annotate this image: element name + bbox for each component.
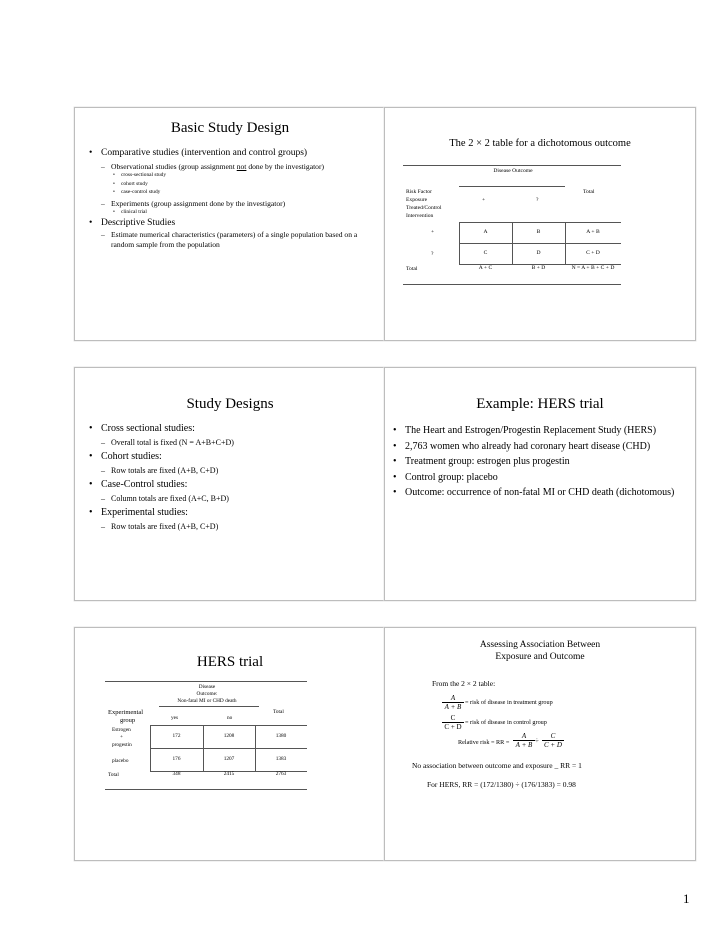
slide-title: Study Designs bbox=[186, 396, 274, 412]
cell-placebo-no: 1207 bbox=[223, 756, 235, 762]
cell-b-plus-d: B + D bbox=[531, 265, 546, 271]
table-rule bbox=[105, 681, 307, 682]
cell-n: N = A + B + C + D bbox=[571, 265, 615, 271]
placebo-label: placebo bbox=[112, 758, 129, 764]
table-rule bbox=[150, 748, 307, 749]
sub-sub-bullet: • clinical trial bbox=[89, 208, 374, 217]
slide-title: Example: HERS trial bbox=[476, 396, 604, 412]
cell-b: B bbox=[536, 229, 541, 235]
row-plus: + bbox=[431, 229, 435, 235]
cell-treat-yes: 172 bbox=[172, 733, 181, 739]
bullet: • Descriptive Studies bbox=[89, 218, 374, 230]
slide-title-line1: Assessing Association Between bbox=[479, 640, 601, 650]
slide-assessing-association bbox=[384, 627, 696, 861]
col-plus: + bbox=[482, 197, 486, 203]
risk-factor-label: Risk Factor bbox=[406, 189, 432, 195]
cell-a-plus-b: A + B bbox=[586, 229, 600, 235]
control-risk-label: = risk of disease in control group bbox=[465, 719, 547, 726]
sub-bullet: – Overall total is fixed (N = A+B+C+D) bbox=[89, 436, 374, 450]
disease-outcome-header: Disease Outcome bbox=[493, 168, 533, 174]
cell-placebo-total: 1383 bbox=[275, 756, 287, 762]
intervention-label: Intervention bbox=[406, 213, 434, 219]
table-rule bbox=[159, 706, 259, 707]
bullet: • Cross sectional studies: bbox=[89, 422, 374, 436]
sub-bullet: – Row totals are fixed (A+B, C+D) bbox=[89, 520, 374, 534]
table-rule bbox=[459, 186, 565, 187]
cell-placebo-yes: 176 bbox=[172, 756, 181, 762]
total-col-header: Total bbox=[583, 189, 595, 195]
relative-risk-label: Relative risk = RR = bbox=[458, 739, 510, 746]
bullet: • Control group: placebo bbox=[393, 472, 683, 485]
outcome-description: Non-fatal MI or CHD death bbox=[177, 698, 237, 704]
slide-title: HERS trial bbox=[196, 654, 264, 670]
disease-header: Disease bbox=[198, 684, 216, 690]
cell-treat-no: 1208 bbox=[223, 733, 235, 739]
bullet: • Experimental studies: bbox=[89, 506, 374, 520]
cell-a: A bbox=[483, 229, 488, 235]
total-row-label: Total bbox=[108, 772, 119, 778]
slide-title-line2: Exposure and Outcome bbox=[495, 652, 585, 662]
from-table-label: From the 2 × 2 table: bbox=[432, 679, 496, 688]
table-rule bbox=[403, 284, 621, 285]
no-header: no bbox=[227, 715, 233, 721]
cell-c-plus-d: C + D bbox=[586, 250, 600, 256]
cell-d: D bbox=[536, 250, 541, 256]
cell-treat-total: 1380 bbox=[275, 733, 287, 739]
table-rule bbox=[105, 789, 307, 790]
outcome-header: Outcome: bbox=[196, 691, 218, 697]
slide-study-designs bbox=[74, 367, 386, 601]
sub-sub-bullet: • case-control study bbox=[89, 188, 374, 197]
table-rule bbox=[459, 243, 621, 244]
total-row-label: Total bbox=[406, 266, 418, 272]
cell-a-plus-c: A + C bbox=[478, 265, 493, 271]
row-minus: ? bbox=[431, 251, 434, 257]
sub-bullet: – Row totals are fixed (A+B, C+D) bbox=[89, 464, 374, 478]
bullet: • 2,763 women who already had coronary heart disease (CHD) bbox=[393, 441, 683, 454]
no-association-statement: No association between outcome and exposure _ RR = 1 bbox=[412, 761, 582, 770]
sub-bullet: – Estimate numerical characteristics (parameters) of a single population based on a random sample from the population bbox=[89, 230, 374, 249]
slide-body bbox=[89, 422, 374, 534]
group-label: group bbox=[120, 717, 136, 724]
progestin-label: progestin bbox=[112, 742, 132, 748]
cell-total-yes: 348 bbox=[172, 771, 181, 777]
fraction-treatment-risk: $\frac{A}{A + B}$ bbox=[442, 694, 464, 711]
treatment-risk-label: = risk of disease in treatment group bbox=[465, 699, 553, 706]
col-minus: ? bbox=[536, 197, 539, 203]
table-rule bbox=[150, 725, 307, 726]
bullet: • Treatment group: estrogen plus progestin bbox=[393, 456, 683, 469]
slide-basic-study-design bbox=[74, 107, 386, 341]
estrogen-label: Estrogen bbox=[112, 727, 131, 733]
slide-body bbox=[89, 148, 374, 249]
sub-bullet: – Experiments (group assignment done by the investigator) bbox=[89, 199, 374, 209]
divide-sign: ÷ bbox=[535, 737, 539, 745]
bullet: • The Heart and Estrogen/Progestin Replacement Study (HERS) bbox=[393, 425, 683, 438]
bullet: • Comparative studies (intervention and control groups) bbox=[89, 148, 374, 160]
plus-label: + bbox=[120, 734, 123, 740]
hers-rr-calculation: For HERS, RR = (172/1380) ÷ (176/1383) = 0.98 bbox=[427, 780, 576, 789]
rr-fraction-a: $\frac{A}{A + B}$ bbox=[513, 732, 535, 749]
treated-control-label: Treated/Control bbox=[406, 205, 442, 211]
table-rule bbox=[459, 222, 621, 223]
slide-hers-trial-table bbox=[74, 627, 386, 861]
cell-c: C bbox=[483, 250, 488, 256]
sub-bullet: – Column totals are fixed (A+C, B+D) bbox=[89, 492, 374, 506]
bullet: • Case-Control studies: bbox=[89, 478, 374, 492]
table-rule bbox=[403, 165, 621, 166]
experimental-label: Experimental bbox=[108, 709, 144, 716]
cell-grand-total: 2763 bbox=[275, 771, 287, 777]
sub-sub-bullet: • cross-sectional study bbox=[89, 171, 374, 180]
sub-sub-bullet: • cohort study bbox=[89, 180, 374, 189]
sub-bullet: – Observational studies (group assignment not done by the investigator) bbox=[89, 162, 374, 172]
fraction-control-risk: $\frac{C}{C + D}$ bbox=[442, 714, 464, 731]
slide-body bbox=[393, 425, 683, 500]
page-number: 1 bbox=[683, 891, 690, 906]
slide-title: Basic Study Design bbox=[170, 120, 290, 136]
bullet: • Outcome: occurrence of non-fatal MI or CHD death (dichotomous) bbox=[393, 487, 683, 500]
cell-total-no: 2415 bbox=[223, 771, 235, 777]
yes-header: yes bbox=[171, 715, 179, 721]
slide-title: The 2 × 2 table for a dichotomous outcome bbox=[449, 138, 631, 149]
exposure-label: Exposure bbox=[406, 197, 428, 203]
rr-fraction-c: $\frac{C}{C + D}$ bbox=[542, 732, 564, 749]
slide-hers-example bbox=[384, 367, 696, 601]
bullet: • Cohort studies: bbox=[89, 450, 374, 464]
total-col-header: Total bbox=[273, 709, 284, 715]
slide-2x2-table bbox=[384, 107, 696, 341]
